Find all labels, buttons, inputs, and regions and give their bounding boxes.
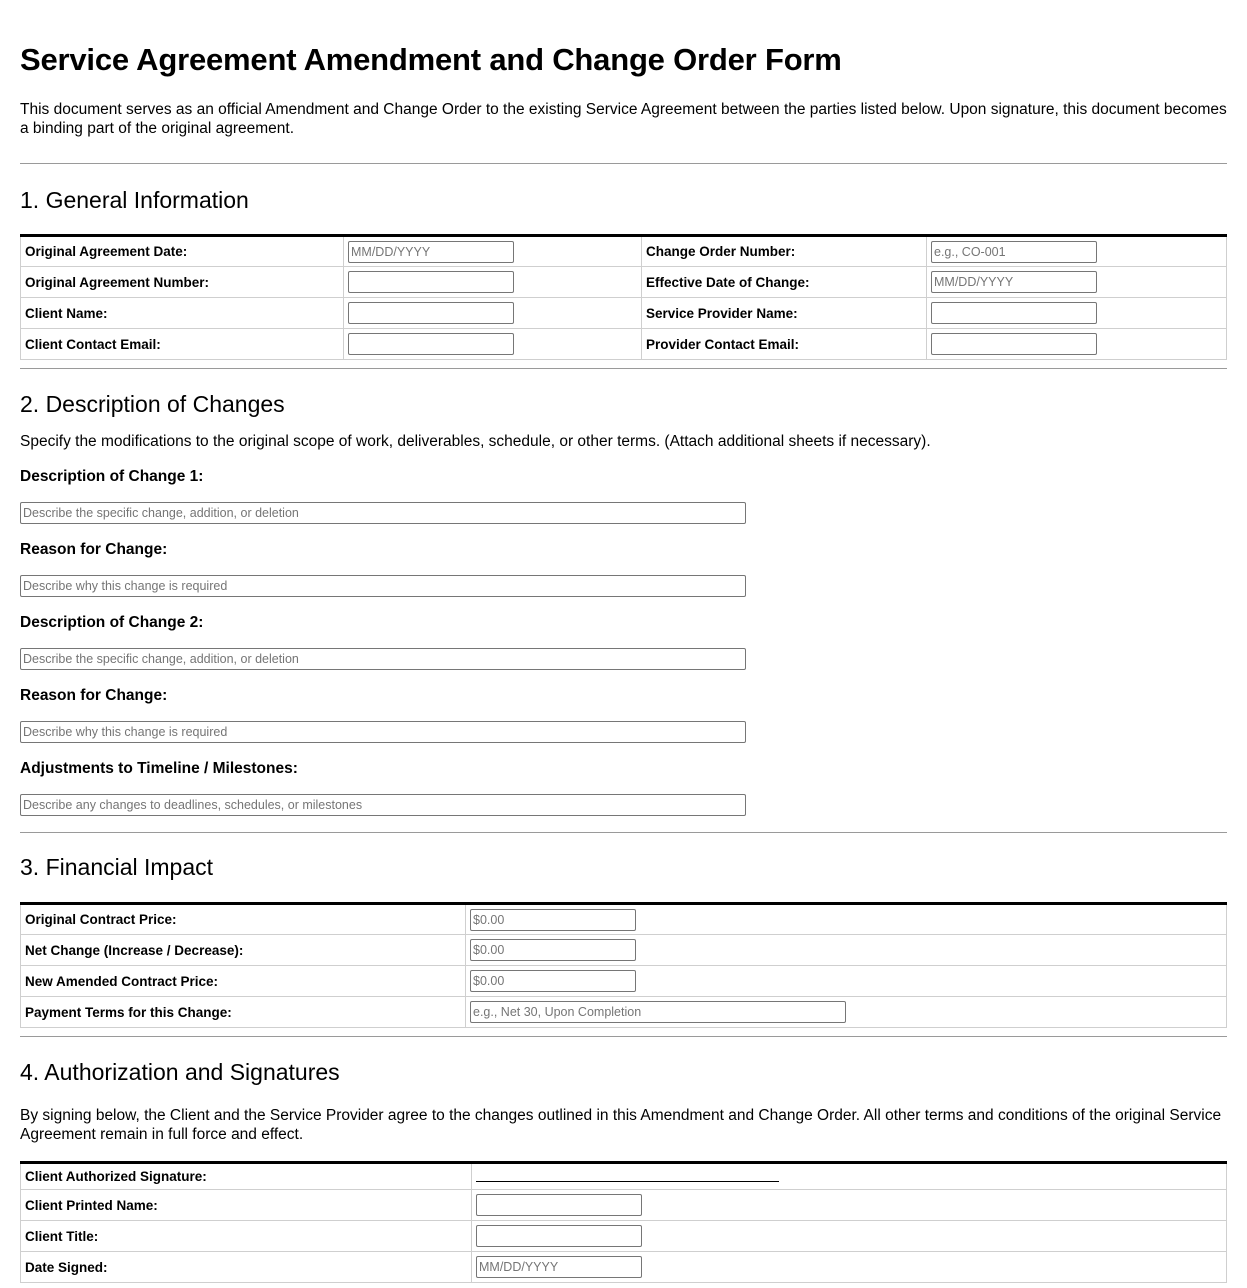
change-order-number-label: Change Order Number: — [642, 236, 927, 267]
payment-terms-input[interactable] — [470, 1001, 846, 1023]
change-order-number-input[interactable] — [931, 241, 1097, 263]
client-contact-email-label: Client Contact Email: — [21, 329, 344, 360]
table-row — [21, 1190, 1227, 1221]
effective-date-label: Effective Date of Change: — [642, 267, 927, 298]
date-signed-label: Date Signed: — [21, 1252, 472, 1283]
change-2-description-label: Description of Change 2: — [20, 614, 204, 631]
table-row — [21, 1163, 1227, 1190]
page-title: Service Agreement Amendment and Change Order Form — [20, 42, 842, 77]
service-provider-name-label: Service Provider Name: — [642, 298, 927, 329]
client-signature-table — [20, 1161, 1227, 1283]
net-change-input[interactable] — [470, 939, 636, 961]
original-agreement-number-input[interactable] — [348, 271, 514, 293]
financial-impact-table — [20, 902, 1227, 1028]
table-row — [21, 267, 1227, 298]
change-2-reason-label: Reason for Change: — [20, 687, 168, 704]
client-title-input[interactable] — [476, 1225, 642, 1247]
original-agreement-date-input[interactable] — [348, 241, 514, 263]
new-contract-price-input[interactable] — [470, 970, 636, 992]
new-contract-price-label: New Amended Contract Price: — [21, 966, 466, 997]
effective-date-input[interactable] — [931, 271, 1097, 293]
provider-contact-email-input[interactable] — [931, 333, 1097, 355]
section-financial-heading: 3. Financial Impact — [20, 854, 214, 880]
original-agreement-date-label: Original Agreement Date: — [21, 236, 344, 267]
client-printed-name-input[interactable] — [476, 1194, 642, 1216]
divider — [20, 832, 1227, 833]
original-contract-price-label: Original Contract Price: — [21, 904, 466, 935]
changes-instructions: Specify the modifications to the original scope of work, deliverables, schedule, or other terms. (Attach additional sheets if necessary). — [20, 433, 931, 450]
general-info-table — [20, 234, 1227, 360]
timeline-adjustments-label: Adjustments to Timeline / Milestones: — [20, 760, 298, 777]
net-change-label: Net Change (Increase / Decrease): — [21, 935, 466, 966]
table-row — [21, 935, 1227, 966]
table-row — [21, 298, 1227, 329]
timeline-adjustments-input[interactable] — [20, 794, 746, 816]
provider-contact-email-label: Provider Contact Email: — [642, 329, 927, 360]
service-provider-name-input[interactable] — [931, 302, 1097, 324]
signatures-agreement-text: By signing below, the Client and the Service Provider agree to the changes outlined in this Amendment and Change Order. All other terms and conditions of the original Service Agreement remain in full force and effect. — [20, 1107, 1222, 1143]
client-signature-line[interactable] — [476, 1170, 779, 1182]
change-1-reason-label: Reason for Change: — [20, 541, 168, 558]
client-name-label: Client Name: — [21, 298, 344, 329]
client-contact-email-input[interactable] — [348, 333, 514, 355]
table-row — [21, 997, 1227, 1028]
table-row — [21, 1252, 1227, 1283]
payment-terms-label: Payment Terms for this Change: — [21, 997, 466, 1028]
table-row — [21, 236, 1227, 267]
divider — [20, 163, 1227, 164]
table-row — [21, 1221, 1227, 1252]
original-contract-price-input[interactable] — [470, 909, 636, 931]
divider — [20, 368, 1227, 369]
table-row — [21, 966, 1227, 997]
date-signed-input[interactable] — [476, 1256, 642, 1278]
divider — [20, 1036, 1227, 1037]
intro-text: This document serves as an official Amendment and Change Order to the existing Service Agreement between the parties listed below. Upon signature, this document becomes a binding part of the original agreement. — [20, 101, 1227, 137]
change-2-reason-input[interactable] — [20, 721, 746, 743]
client-title-label: Client Title: — [21, 1221, 472, 1252]
change-2-description-input[interactable] — [20, 648, 746, 670]
table-row — [21, 329, 1227, 360]
section-changes-heading: 2. Description of Changes — [20, 391, 285, 417]
change-1-description-input[interactable] — [20, 502, 746, 524]
change-1-reason-input[interactable] — [20, 575, 746, 597]
table-row — [21, 904, 1227, 935]
section-general-heading: 1. General Information — [20, 187, 249, 213]
section-signatures-heading: 4. Authorization and Signatures — [20, 1059, 340, 1085]
original-agreement-number-label: Original Agreement Number: — [21, 267, 344, 298]
client-name-input[interactable] — [348, 302, 514, 324]
client-printed-name-label: Client Printed Name: — [21, 1190, 472, 1221]
change-1-description-label: Description of Change 1: — [20, 468, 204, 485]
client-signature-label: Client Authorized Signature: — [21, 1163, 472, 1190]
